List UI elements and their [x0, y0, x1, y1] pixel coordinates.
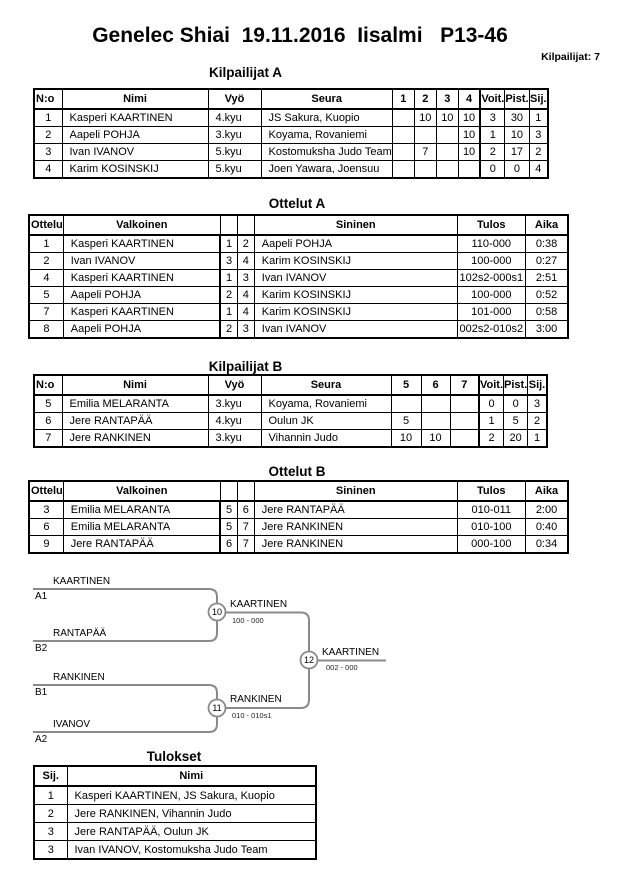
table-row: 5 Emilia MELARANTA 3.kyu Koyama, Rovaniemi 0 0 3	[34, 395, 547, 413]
competitor-count: Kilpailijat: 7	[541, 51, 600, 63]
bracket-match10-number: 10	[211, 607, 222, 617]
bracket-final-score: 002 - 000	[326, 663, 358, 672]
table-row: 7 Jere RANKINEN 3.kyu Vihannin Judo 10 10 2 20 1	[34, 430, 547, 448]
col-no: N:o	[34, 89, 62, 109]
col-sininen: Sininen	[254, 481, 457, 501]
col-sininen: Sininen	[254, 215, 457, 235]
tulokset-table	[33, 765, 317, 860]
col-no: N:o	[34, 375, 62, 395]
bracket-semi2-score: 010 - 010s1	[232, 711, 272, 720]
bracket-semi1-score: 100 - 000	[232, 616, 264, 625]
col-seura: Seura	[261, 89, 392, 109]
table-row: 2 Jere RANKINEN, Vihannin Judo	[34, 805, 316, 823]
bracket-semi2-bottom-seed: A2	[35, 734, 48, 745]
col-r2: 2	[414, 89, 436, 109]
col-voit: Voit.	[480, 89, 505, 109]
bracket-semi2-top-seed: B1	[35, 687, 48, 698]
table-row: 4 Kasperi KAARTINEN 1 3 Ivan IVANOV 102s2-000s1 2:51	[29, 270, 568, 287]
col-r3: 3	[436, 89, 458, 109]
ottelut-b-heading: Ottelut B	[268, 464, 326, 479]
col-r1: 1	[392, 89, 414, 109]
table-row: 1 Kasperi KAARTINEN 4.kyu JS Sakura, Kuopio 10 10 10 3 30 1	[34, 109, 548, 127]
table-header-row	[34, 89, 548, 109]
table-row: 3 Jere RANTAPÄÄ, Oulun JK	[34, 823, 316, 841]
table-header-row	[34, 766, 316, 786]
ottelut-a-table	[28, 214, 569, 339]
col-aika: Aika	[525, 481, 568, 501]
col-nimi: Nimi	[62, 375, 208, 395]
bracket-semi2-winner: RANKINEN	[230, 694, 282, 705]
table-row: 1 Kasperi KAARTINEN 1 2 Aapeli POHJA 110-000 0:38	[29, 235, 568, 253]
col-pist: Pist.	[504, 375, 528, 395]
col-ottelu: Ottelu	[29, 481, 63, 501]
col-nimi: Nimi	[62, 89, 208, 109]
kilpailijat-b-table	[33, 374, 548, 448]
table-row: 3 Emilia MELARANTA 5 6 Jere RANTAPÄÄ 010-011 2:00	[29, 501, 568, 519]
elimination-bracket	[0, 565, 630, 765]
col-wn	[220, 215, 237, 235]
col-seura: Seura	[261, 375, 391, 395]
bracket-semi1-top-name: KAARTINEN	[53, 576, 111, 587]
bracket-semi1-bottom-seed: B2	[35, 643, 48, 654]
bracket-semi1-winner: KAARTINEN	[230, 599, 288, 610]
table-header-row	[29, 215, 568, 235]
kilpailijat-b-heading: Kilpailijat B	[208, 359, 283, 374]
col-bn	[237, 481, 254, 501]
col-tulos: Tulos	[457, 481, 525, 501]
col-sij: Sij.	[528, 375, 547, 395]
table-header-row	[34, 375, 547, 395]
table-row: 7 Kasperi KAARTINEN 1 4 Karim KOSINSKIJ 101-000 0:58	[29, 304, 568, 321]
bracket-lines	[0, 565, 630, 765]
table-row: 4 Karim KOSINSKIJ 5.kyu Joen Yawara, Joensuu 0 0 4	[34, 161, 548, 179]
bracket-semi1-bottom-name: RANTAPÄÄ	[53, 628, 107, 639]
col-valkoinen: Valkoinen	[63, 215, 220, 235]
col-r6: 6	[421, 375, 450, 395]
col-vyo: Vyö	[208, 375, 261, 395]
bracket-match11-number: 11	[212, 703, 222, 713]
kilpailijat-a-heading: Kilpailijat A	[208, 65, 282, 80]
kilpailijat-a-table	[33, 88, 549, 179]
col-aika: Aika	[525, 215, 568, 235]
col-valkoinen: Valkoinen	[63, 481, 220, 501]
bracket-match12-number: 12	[303, 655, 314, 665]
col-sij: Sij.	[529, 89, 548, 109]
page-title: Genelec Shiai 19.11.2016 Iisalmi P13-46	[92, 24, 508, 47]
table-row: 9 Jere RANTAPÄÄ 6 7 Jere RANKINEN 000-100 0:34	[29, 536, 568, 554]
col-r5: 5	[391, 375, 421, 395]
bracket-semi2-top-name: RANKINEN	[53, 672, 105, 683]
ottelut-a-heading: Ottelut A	[268, 196, 326, 211]
table-row: 8 Aapeli POHJA 2 3 Ivan IVANOV 002s2-010s2 3:00	[29, 321, 568, 339]
col-sij: Sij.	[34, 766, 67, 786]
col-voit: Voit.	[479, 375, 504, 395]
col-vyo: Vyö	[208, 89, 261, 109]
table-row: 1 Kasperi KAARTINEN, JS Sakura, Kuopio	[34, 786, 316, 805]
col-r4: 4	[458, 89, 480, 109]
table-row: 5 Aapeli POHJA 2 4 Karim KOSINSKIJ 100-000 0:52	[29, 287, 568, 304]
table-header-row	[29, 481, 568, 501]
bracket-semi1-top-seed: A1	[35, 591, 48, 602]
table-row: 3 Ivan IVANOV, Kostomuksha Judo Team	[34, 841, 316, 860]
bracket-semi2-bottom-name: IVANOV	[53, 719, 91, 730]
col-wn	[220, 481, 237, 501]
tulokset-heading: Tulokset	[146, 749, 202, 764]
table-row: 6 Emilia MELARANTA 5 7 Jere RANKINEN 010-100 0:40	[29, 519, 568, 536]
bracket-final-winner: KAARTINEN	[322, 647, 380, 658]
col-r7: 7	[450, 375, 479, 395]
col-nimi: Nimi	[67, 766, 316, 786]
table-row: 2 Ivan IVANOV 3 4 Karim KOSINSKIJ 100-000 0:27	[29, 253, 568, 270]
col-tulos: Tulos	[457, 215, 525, 235]
ottelut-b-table	[28, 480, 569, 554]
col-ottelu: Ottelu	[29, 215, 63, 235]
table-row: 2 Aapeli POHJA 3.kyu Koyama, Rovaniemi 10 1 10 3	[34, 127, 548, 144]
table-row: 3 Ivan IVANOV 5.kyu Kostomuksha Judo Team 7 10 2 17 2	[34, 144, 548, 161]
col-bn	[237, 215, 254, 235]
col-pist: Pist.	[505, 89, 529, 109]
table-row: 6 Jere RANTAPÄÄ 4.kyu Oulun JK 5 1 5 2	[34, 413, 547, 430]
